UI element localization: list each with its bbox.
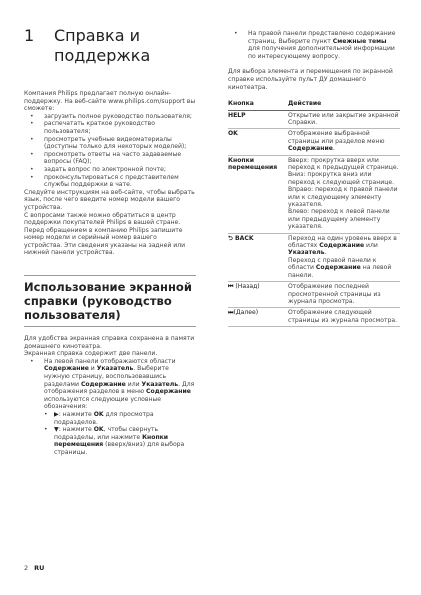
text-run: или [125,380,142,388]
text-run: используются следующие условные обозначения: [44,395,162,411]
text-run: Переход на один уровень вверх в областях [288,234,397,250]
button-label: (Далее) [233,309,259,317]
button-label: (Назад) [235,283,260,291]
bold-term: OK [93,411,104,418]
section-paragraph: Экранная справка содержит две панели. [24,350,158,358]
table-row [228,282,400,308]
chapter-title-line: Справка и [54,26,140,45]
table-row [228,110,400,129]
collapse-arrow-icon: ▼ [54,426,59,434]
language-code: RU [34,564,45,572]
panel-list [24,358,196,411]
list-item: • просмотреть ответы на часто задаваемые вопросы (FAQ); [24,151,196,166]
left-column [24,90,196,457]
intro-paragraph: Компания Philips предлагает полную онлайн-поддержку. На веб-сайте www.philips.com/support вы сможете: [24,90,196,113]
previous-icon: ⏮ [228,283,234,291]
list-item: • загрузить полное руководство пользователя; [24,113,196,121]
text-run: : нажмите [58,426,94,434]
expand-arrow-icon: ▶ [54,411,59,418]
text-run: (вверх/вниз) для выбора страницы. [54,441,185,456]
chapter-title [54,26,150,66]
table-row [228,155,400,233]
support-list [24,113,196,189]
button-action: Открытие или закрытие экранной Справки. [288,110,400,129]
bold-term: Содержание [44,365,89,373]
table-row [228,233,400,281]
chapter-title-line: поддержка [54,46,151,65]
table-header-cell: Действие [288,99,400,110]
chapter-heading [24,26,150,66]
text-run: . Для отображения разделов в меню [44,380,195,396]
sub-list-item [24,426,196,456]
button-label: BACK [235,234,254,242]
next-icon: ⏭ [228,309,234,317]
bold-term: OK [93,426,104,434]
bold-term: Содержание [80,380,126,388]
section-title-line: Использование экранной [24,280,192,295]
table-row [228,129,400,155]
page-number: 2 [24,564,29,572]
text-run: на левой панели. [288,264,392,279]
list-item: • проконсультироваться с представителем службы поддержки в чате. [24,174,196,189]
sub-list-item [24,411,196,426]
table-row [228,308,400,327]
bold-term: Указатель [141,380,179,388]
text-run: и [88,365,97,373]
list-item [228,30,400,60]
bold-term: Указатель [96,365,134,373]
bold-term: Указатель [288,249,325,257]
section-paragraph: Для удобства экранная справка сохранена в памяти домашнего кинотеатра. [24,335,195,350]
button-name: OK [228,129,288,155]
bold-term: Кнопки перемещения [54,433,169,449]
bold-term: Смежные темы [332,37,387,45]
table-header-row [228,99,400,110]
text-run: . [332,145,335,153]
text-run: для получения дополнительной информации по интересующему вопросу. [248,45,395,60]
section-title-line: пользователя) [24,308,121,323]
text-run: , чтобы свернуть подразделы, или нажмите [54,426,159,441]
list-item: • задать вопрос по электронной почте; [24,166,196,174]
text-run: На правой панели представлено содержание страниц. Выберите пункт [248,30,396,45]
bold-term: Содержание [319,242,365,250]
section-divider [24,326,196,327]
text-run: . Переход с правой панели к области [288,249,377,272]
button-action [288,129,400,155]
sub-bullet: • [44,411,48,418]
back-arrow-icon: ⮌ [228,234,233,242]
text-run: или [364,242,378,250]
bold-term: Содержание [146,388,191,396]
table-header-cell: Кнопка [228,99,288,110]
text-run: для просмотра подразделов. [54,411,154,426]
button-name [228,282,288,308]
button-name: Кнопки перемещения [228,155,288,233]
right-panel-list [228,30,400,60]
right-column [228,30,400,327]
button-name: HELP [228,110,288,129]
list-item [24,358,196,411]
section-title [24,280,196,322]
button-action: Отображение следующей страницы из журнала просмотра. [288,308,400,327]
contact-paragraph: С вопросами также можно обратиться в центр поддержки покупателей Philips в вашей стране. Перед обращением в компанию Philips запишите номер модели и серийный номер вашего устройства. Эти сведения указаны на задней или нижней панели устройства. [24,211,186,257]
remote-paragraph: Для выбора элемента и перемещения по экранной справке используйте пульт ДУ домашнего кинотеатра. [228,68,393,91]
button-name [228,233,288,281]
button-action [288,233,400,281]
list-item: • распечатать краткое руководство пользователя; [24,120,196,135]
text-run: . Выберите нужную страницу, воспользовавшись разделами [44,365,169,388]
page-footer [24,564,44,572]
bold-term: Содержание [315,264,361,272]
text-run: На левой панели отображаются области [44,357,176,365]
section-divider [24,275,196,276]
list-item: • просмотреть учебные видеоматериалы (доступны только для некоторых моделей); [24,136,196,151]
section-title-line: справки (руководство [24,294,172,309]
sub-bullet: • [44,426,48,434]
button-action: Отображение последней просмотренной страницы из журнала просмотра. [288,282,400,308]
chapter-number: 1 [24,26,35,45]
button-action: Вверх: прокрутка вверх или переход к предыдущей странице. Вниз: прокрутка вниз или переход к следующей странице. Вправо: переход к правой панели или к следующему элементу указателя. Влево: переход к левой панели или предыдущему элементу указателя. [288,155,400,233]
instructions-paragraph: Следуйте инструкциям на веб-сайте, чтобы выбрать язык, после чего введите номер модели вашего устройства. [24,188,195,211]
remote-buttons-table [228,99,400,327]
text-run: Отображение выбранной страницы или разделов меню [288,130,385,145]
button-name [228,308,288,327]
text-run: : нажмите [58,411,94,418]
bold-term: Содержание [288,145,333,153]
